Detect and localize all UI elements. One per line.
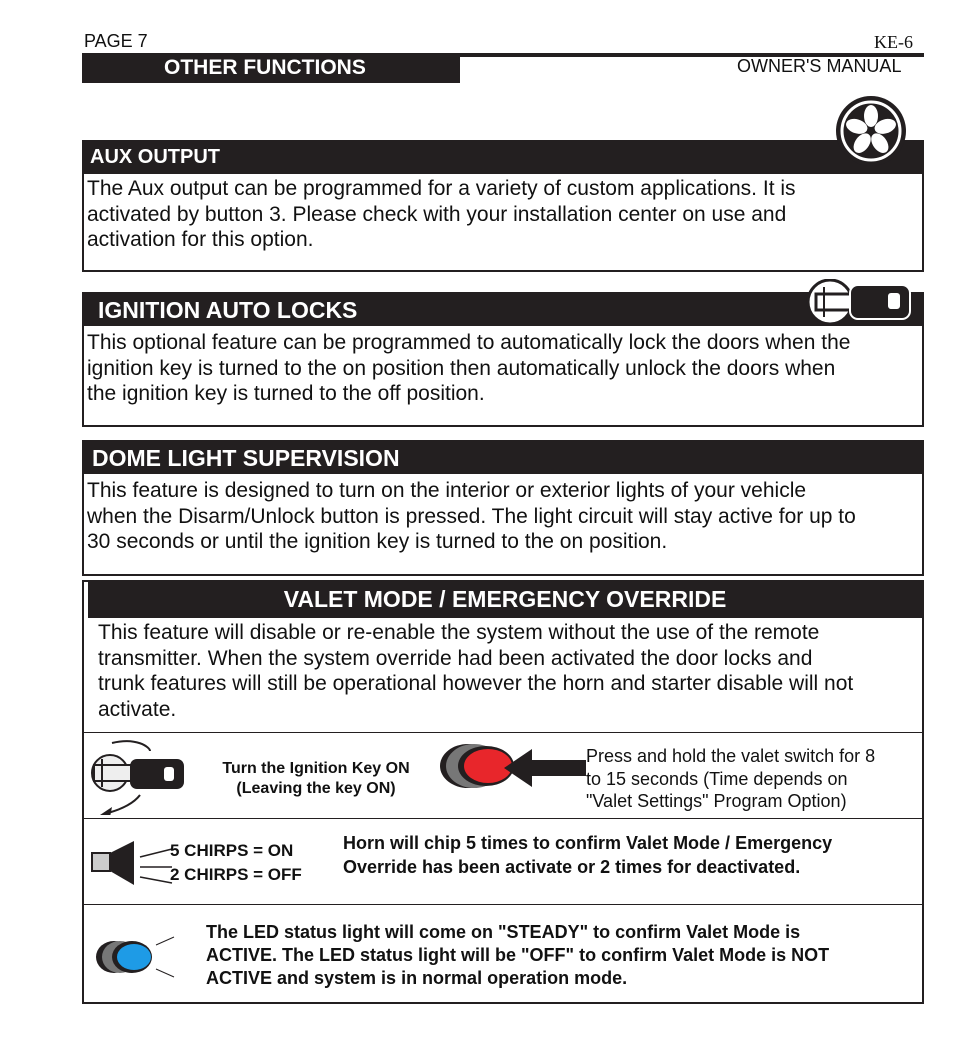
- valet-mode-title: VALET MODE / EMERGENCY OVERRIDE: [88, 582, 922, 618]
- press-line: Press and hold the valet switch for 8: [586, 746, 876, 766]
- dome-line: when the Disarm/Unlock button is pressed. The light circuit will stay active for up to: [87, 504, 856, 528]
- ignition-instruction: [194, 759, 438, 799]
- valet-line: activate.: [98, 697, 177, 721]
- aux-output-title: AUX OUTPUT: [84, 142, 922, 174]
- arrow-icon: [504, 747, 586, 789]
- ignition-auto-locks-title: IGNITION AUTO LOCKS: [84, 294, 922, 326]
- dome-light-text: [84, 474, 922, 559]
- section-title: OTHER FUNCTIONS: [164, 56, 366, 79]
- valet-line: trunk features will still be operational however the horn and starter disable will not: [98, 672, 854, 695]
- model-number: KE-6: [874, 32, 913, 52]
- dome-line: 30 seconds or until the ignition key is turned to the on position.: [87, 530, 668, 553]
- valet-step-led: [84, 904, 922, 1003]
- ignition-key-icon: [86, 737, 184, 815]
- horn-instruction: [343, 831, 832, 879]
- valet-press-instruction: [586, 745, 875, 813]
- aux-line: activation for this option.: [87, 228, 314, 251]
- aux-line: The Aux output can be programmed for a variety of custom applications. It is: [87, 177, 796, 200]
- section-title-bar: [82, 53, 460, 83]
- valet-line: This feature will disable or re-enable the system without the use of the remote: [98, 621, 820, 644]
- aux-output-section: [82, 140, 924, 272]
- horn-icon: [90, 839, 174, 887]
- chirp-legend: [170, 839, 302, 887]
- ignition-instruction-line: Turn the Ignition Key ON: [222, 760, 410, 777]
- led-instruction: [206, 921, 829, 990]
- ignition-line: the ignition key is turned to the off position.: [87, 382, 485, 405]
- led-icon: [94, 933, 178, 981]
- press-line: to 15 seconds (Time depends on: [586, 768, 848, 789]
- aux-output-text: [84, 174, 922, 255]
- chirp-on-label: 5 CHIRPS = ON: [170, 841, 294, 860]
- valet-step-horn: [84, 818, 922, 905]
- dome-light-section: [82, 440, 924, 576]
- chirp-off-label: 2 CHIRPS = OFF: [170, 865, 302, 884]
- aux-line: activated by button 3. Please check with your installation center on use and: [87, 202, 787, 226]
- dome-light-title: DOME LIGHT SUPERVISION: [84, 442, 922, 474]
- ignition-instruction-line: (Leaving the key ON): [236, 780, 396, 797]
- valet-mode-section: [82, 580, 924, 1004]
- snowflake-icon: [834, 94, 908, 168]
- ignition-auto-locks-section: [82, 292, 924, 427]
- manual-label: OWNER'S MANUAL: [737, 56, 902, 76]
- ignition-key-icon: [806, 279, 914, 325]
- valet-line: transmitter. When the system override had been activated the door locks and: [98, 646, 813, 670]
- horn-line: Override has been activate or 2 times for deactivated.: [343, 857, 801, 877]
- ignition-line: ignition key is turned to the on position then automatically unlock the doors when: [87, 356, 836, 380]
- led-line: ACTIVE. The LED status light will be "OFF" to confirm Valet Mode is NOT: [206, 945, 830, 965]
- horn-line: Horn will chip 5 times to confirm Valet Mode / Emergency: [343, 833, 833, 853]
- led-line: ACTIVE and system is in normal operation mode.: [206, 968, 628, 988]
- press-line: "Valet Settings" Program Option): [586, 791, 847, 811]
- valet-mode-text: [84, 618, 922, 734]
- ignition-auto-locks-text: [84, 326, 922, 411]
- page-number: PAGE 7: [84, 31, 148, 51]
- ignition-line: This optional feature can be programmed to automatically lock the doors when the: [87, 331, 851, 354]
- led-line: The LED status light will come on "STEADY" to confirm Valet Mode is: [206, 922, 801, 942]
- dome-line: This feature is designed to turn on the interior or exterior lights of your vehicle: [87, 479, 807, 502]
- valet-step-ignition: [84, 732, 922, 819]
